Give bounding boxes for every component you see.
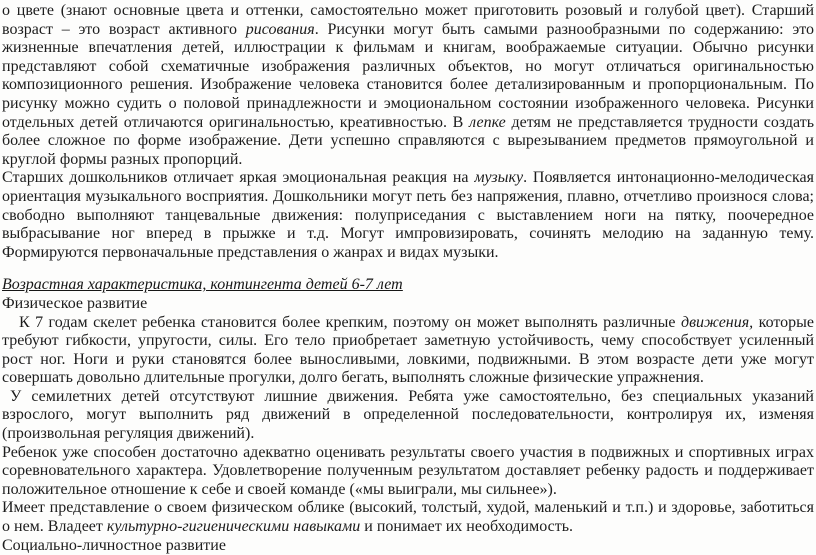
text-run: Старших дошкольников отличает яркая эмоциональная реакция на — [2, 169, 475, 187]
italic-text-run: культурно-гигиеническими навыками — [106, 518, 361, 536]
italic-text-run: рисования — [245, 20, 315, 38]
text-run: К 7 годам скелет ребенка становится более крепким, поэтому он может выполнять различные — [19, 313, 681, 331]
italic-text-run: Возрастная характеристика, контингента детей 6-7 лет — [2, 276, 403, 294]
text-run: Социально-личностное развитие — [2, 536, 226, 554]
text-run: детям не представляется трудности создать более сложное по форме изображение. Дети успешно справляются с вырезыванием предметов прямоугольной и круглой формы разных пропорций. — [2, 113, 814, 168]
paragraph — [2, 444, 814, 500]
paragraph — [2, 537, 814, 555]
italic-text-run: движения, — [680, 313, 754, 331]
italic-text-run: музыку — [474, 169, 524, 187]
text-run: Ребенок уже способен достаточно адекватно оценивать результаты своего участия в подвижных и спортивных играх соревновательного характера. Удовлетворение полученным результатом доставляет ребенку радость и поддерживает положительное отношение к себе и своей команде («мы выиграли, мы сильнее»). — [2, 443, 814, 498]
text-run: которые требуют гибкости, упругости, силы. Его тело приобретает заметную устойчивость, чему способствует усиленный рост ног. Ноги и руки становятся более выносливыми, ловкими, подвижными. В этом возрасте дети уже могут совершать довольно длительные прогулки, долго бегать, выполнять сложные физические упражнения. — [2, 313, 814, 387]
paragraph — [2, 169, 814, 262]
paragraph — [2, 295, 814, 314]
paragraph — [2, 388, 814, 444]
text-run: У семилетних детей отсутствуют лишние движения. Ребята уже самостоятельно, без специальных указаний взрослого, могут выполнить ряд движений в определенной последовательности, контролируя их, изменяя (произвольная регуляция движений). — [2, 387, 814, 443]
paragraph — [2, 314, 814, 388]
blank-line — [2, 262, 814, 276]
text-run: и понимает их необходимость. — [360, 518, 574, 536]
text-run: о цвете (знают основные цвета и оттенки, самостоятельно может приготовить розовый и голубой цвет). Старший возраст – это возраст активного — [2, 2, 814, 38]
italic-text-run: лепке — [469, 113, 506, 131]
paragraph — [2, 2, 814, 169]
section-heading — [2, 276, 814, 295]
text-run: Физическое развитие — [2, 294, 148, 312]
text-run: . Появляется интонационно-мелодическая ориентация музыкального восприятия. Дошкольники могут петь без напряжения, плавно, отчетливо произнося слова; свободно выполняют танцевальные движения: полуприседания с выставлением ноги на пятку, поочередное выбрасывание ног вперед в прыжке и т.д. Могут импровизировать, сочинять мелодию на заданную тему. Формируются первоначальные представления о жанрах и видах музыки. — [2, 169, 814, 261]
text-run: . Рисунки могут быть самыми разнообразными по содержанию: это жизненные впечатления детей, иллюстрации к фильмам и книгам, воображаемые ситуации. Обычно рисунки представляют собой схематичные изображения различных объектов, но могут отличаться оригинальностью композиционного решения. Изображение человека становится более детализированным и пропорциональным. По рисунку можно судить о половой принадлежности и эмоциональном состоянии изображенного человека. Рисунки отдельных детей отличаются оригинальностью, креативностью. В — [2, 20, 815, 131]
text-run: Имеет представление о своем физическом облике (высокий, толстый, худой, маленький и т.п.) и здоровье, заботиться о нем. Владеет — [2, 499, 814, 536]
paragraph — [2, 499, 814, 536]
